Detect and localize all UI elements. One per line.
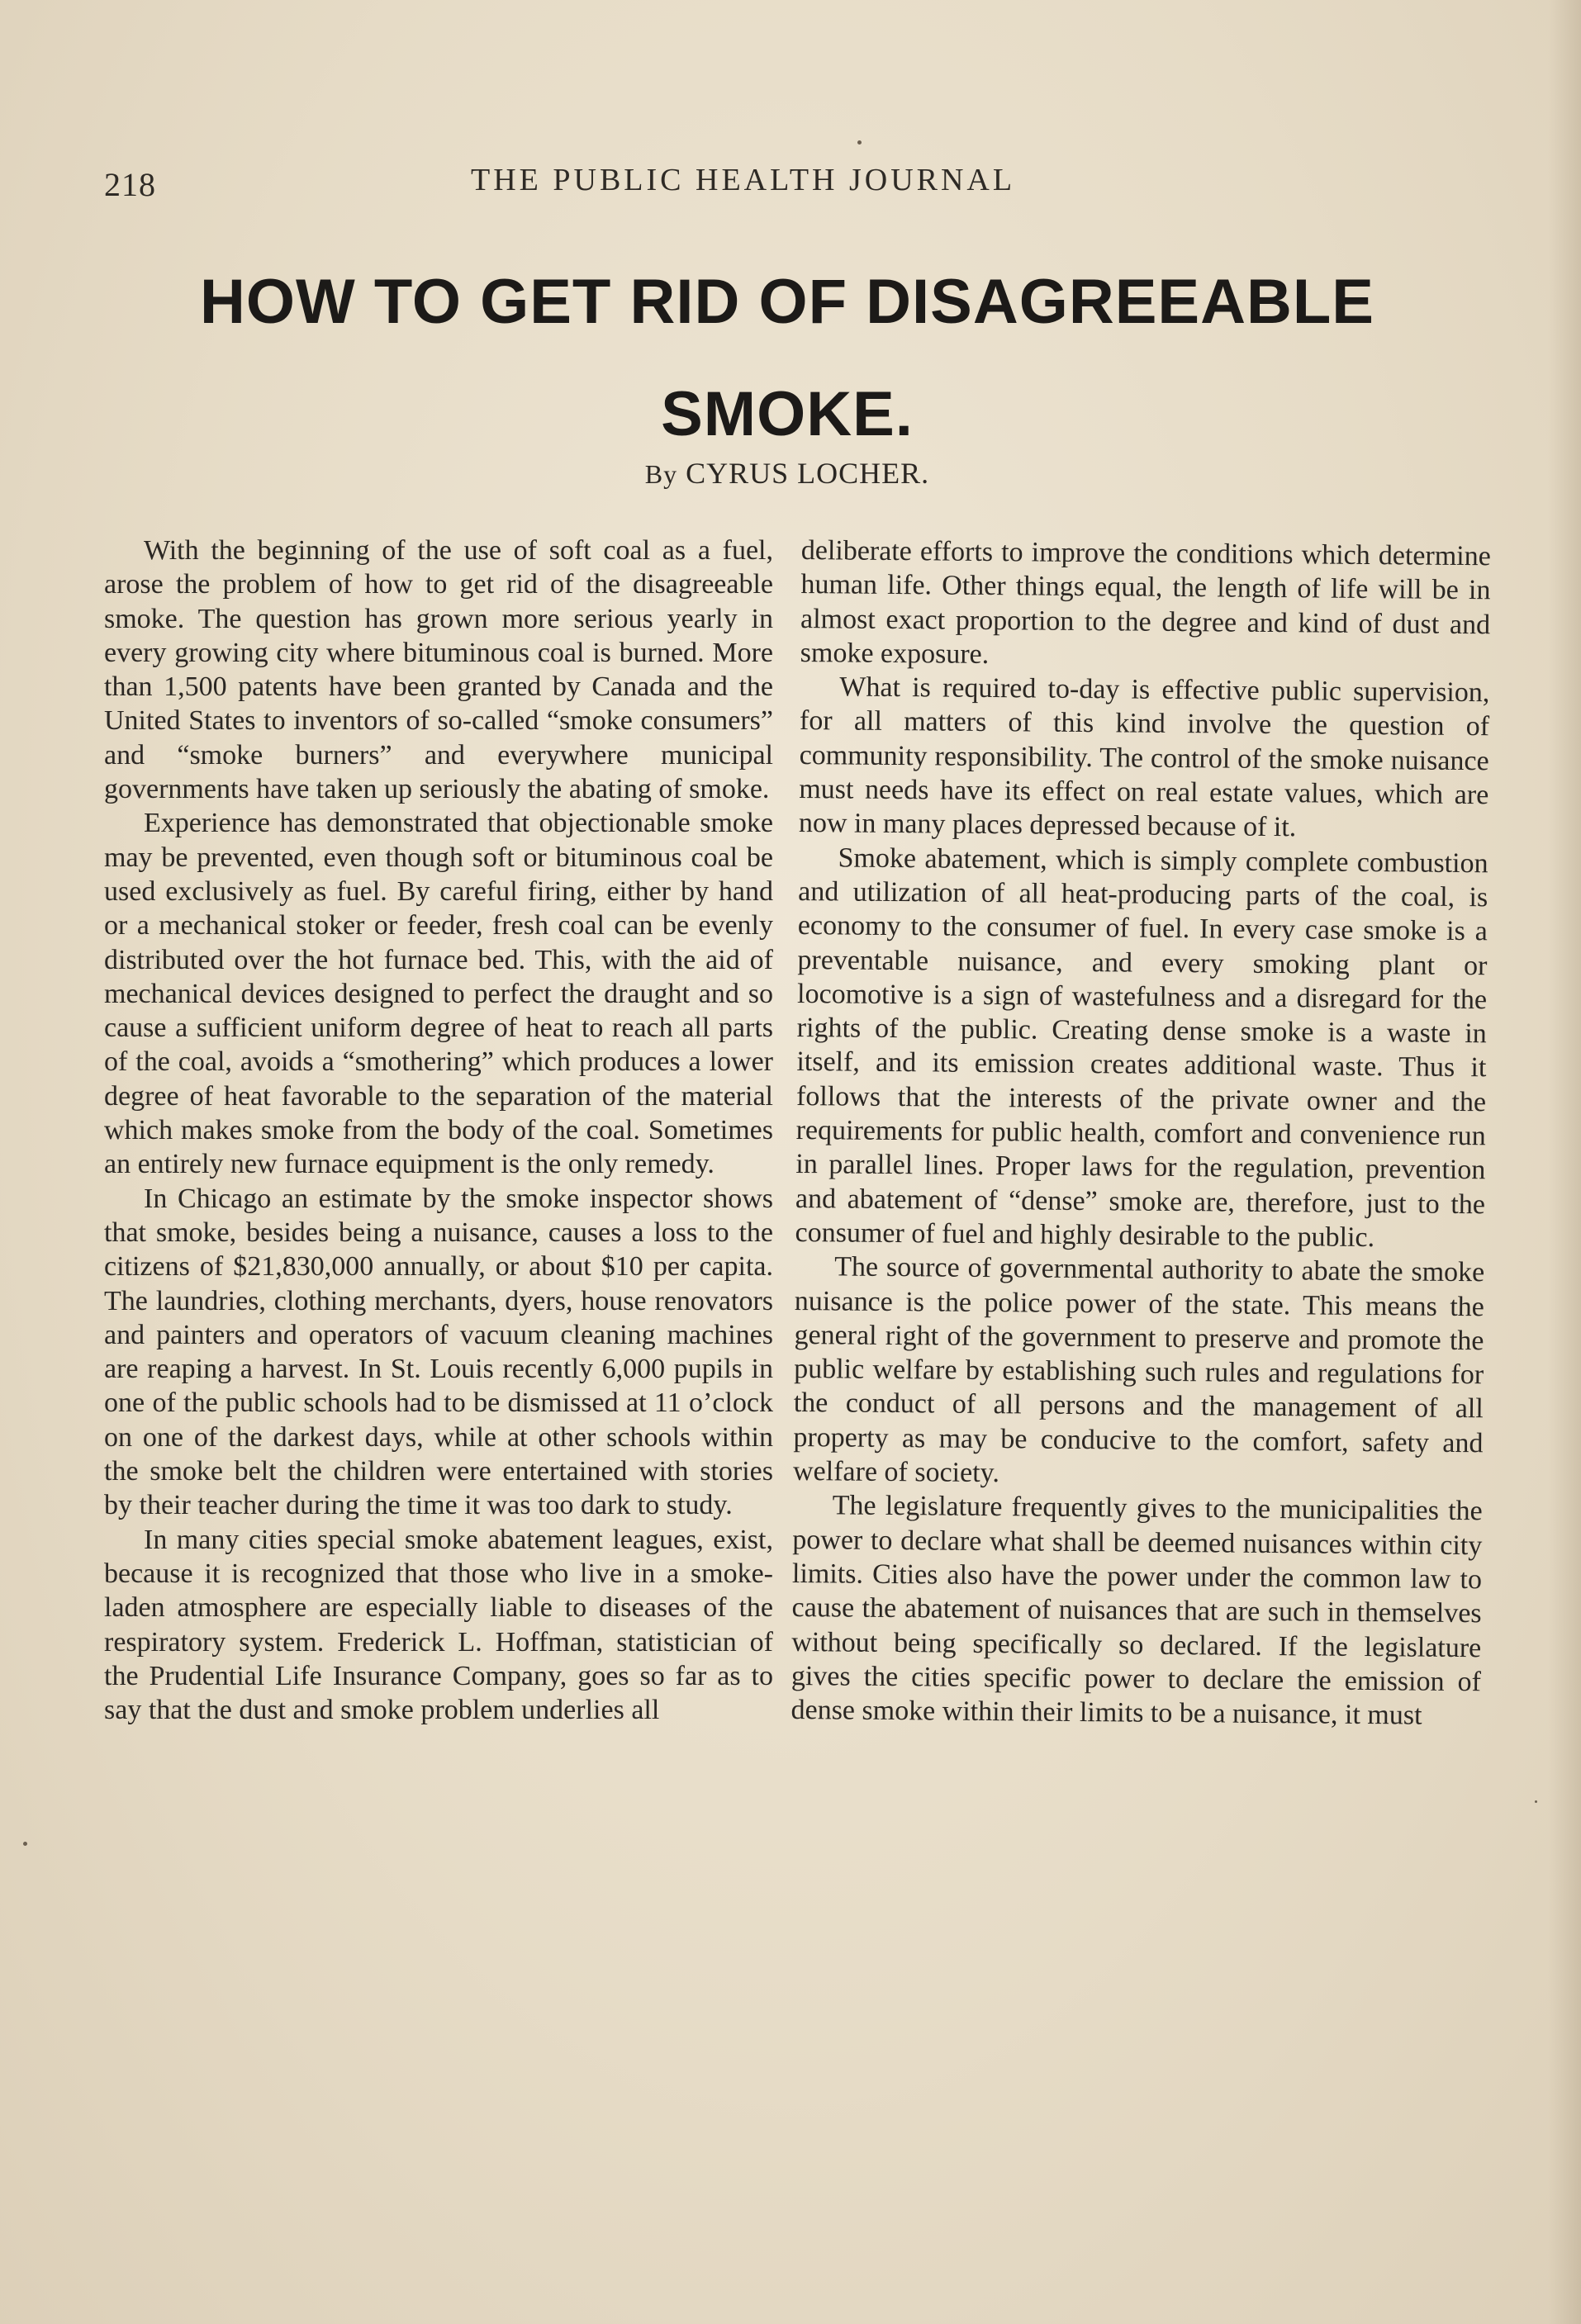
paragraph-continued: deliberate efforts to improve the conditions which determine human life. Other things equal, the length of life will be in almost exact proportion to the degree and kind of dust and smoke exposure. — [800, 534, 1491, 670]
page-number: 218 — [104, 166, 156, 203]
paper-speck — [857, 140, 862, 145]
paragraph: The source of governmental authority to abate the smoke nuisance is the police power of the state. This means the general right of the government to preserve and promote the public welfare by establishing such rules and regulations for the conduct of all persons and the management of all property as may be conducive to the comfort, safety and welfare of society. — [792, 1251, 1485, 1489]
paragraph: In Chicago an estimate by the smoke inspector shows that smoke, besides being a nuisance, causes a loss to the citizens of $21,830,000 annually, or about $10 per capita. The laundries, clothing merchants, dyers, house renovators and painters and operators of vacuum cleaning machines are reaping a harvest. In St. Louis recently 6,000 pupils in one of the public schools had to be dismissed at 11 o’clock on one of the darkest days, while at other schools within the smoke belt the children were entertained with stories by their teacher during the time it was too dark to study. — [104, 1183, 773, 1521]
paragraph: Smoke abatement, which is simply complete combustion and utilization of all heat-producing parts of the coal, is economy to the consumer of fuel. In every case smoke is a preventable nuisance, and every smoking plant or locomotive is a sign of wastefulness and a disregard for the rights of the public. Creating dense smoke is a waste in itself, and its emission creates additional waste. Thus it follows that the interests of the private owner and the requirements for public health, comfort and convenience run in parallel lines. Proper laws for the regulation, prevention and abatement of “dense” smoke are, therefore, just to the consumer of fuel and highly desirable to the public. — [795, 842, 1488, 1254]
paragraph: Experience has demonstrated that objectionable smoke may be prevented, even though soft or bituminous coal be used exclusively as fuel. By careful firing, either by hand or a mechanical stoker or feeder, fresh coal can be evenly distributed over the hot furnace bed. This, with the aid of mechanical devices designed to perfect the draught and so cause a sufficient uniform degree of heat to reach all parts of the coal, avoids a “smothering” which produces a lower degree of heat favorable to the separation of the material which makes smoke from the body of the coal. Sometimes an entirely new furnace equipment is the only remedy. — [104, 808, 773, 1180]
paper-speck — [1535, 1800, 1537, 1803]
byline-prefix: By — [644, 459, 678, 489]
paragraph: The legislature frequently gives to the municipalities the power to declare what shall be deemed nuisances within city limits. Cities also have the power under the common law to cause the abatement of nuisances that are such in themselves without being specifically so declared. If the legislature gives the cities specific power to declare the emission of dense smoke within their limits to be a nuisance, it must — [790, 1490, 1483, 1731]
article-title: HOW TO GET RID OF DISAGREEABLE SMOKE. — [200, 267, 1374, 449]
right-column — [790, 534, 1491, 1734]
journal-title: THE PUBLIC HEALTH JOURNAL — [471, 163, 1016, 197]
paragraph: With the beginning of the use of soft coal as a fuel, arose the problem of how to get rid of the disagreeable smoke. The question has grown more serious yearly in every growing city where bituminous coal is burned. More than 1,500 patents have been granted by Canada and the United States to inventors of so-called “smoke consumers” and “smoke burners” and everywhere municipal governments have taken up seriously the abating of smoke. — [104, 535, 773, 805]
paragraph: What is required to-day is effective public supervision, for all matters of this kind involve the question of community responsibility. The control of the smoke nuisance must needs have its effect on real estate values, which are now in many places depressed because of it. — [798, 671, 1490, 843]
byline — [99, 456, 1475, 491]
left-column — [104, 534, 773, 1727]
author-name: CYRUS LOCHER. — [686, 457, 930, 490]
paper-speck — [23, 1842, 27, 1846]
paragraph: In many cities special smoke abatement leagues, exist, because it is recognized that those who live in a smoke-laden atmosphere are especially liable to diseases of the respiratory system. Frederick L. Hoffman, statistician of the Prudential Life Insurance Company, goes so far as to say that the dust and smoke problem underlies all — [104, 1524, 773, 1726]
running-head — [104, 162, 1095, 203]
